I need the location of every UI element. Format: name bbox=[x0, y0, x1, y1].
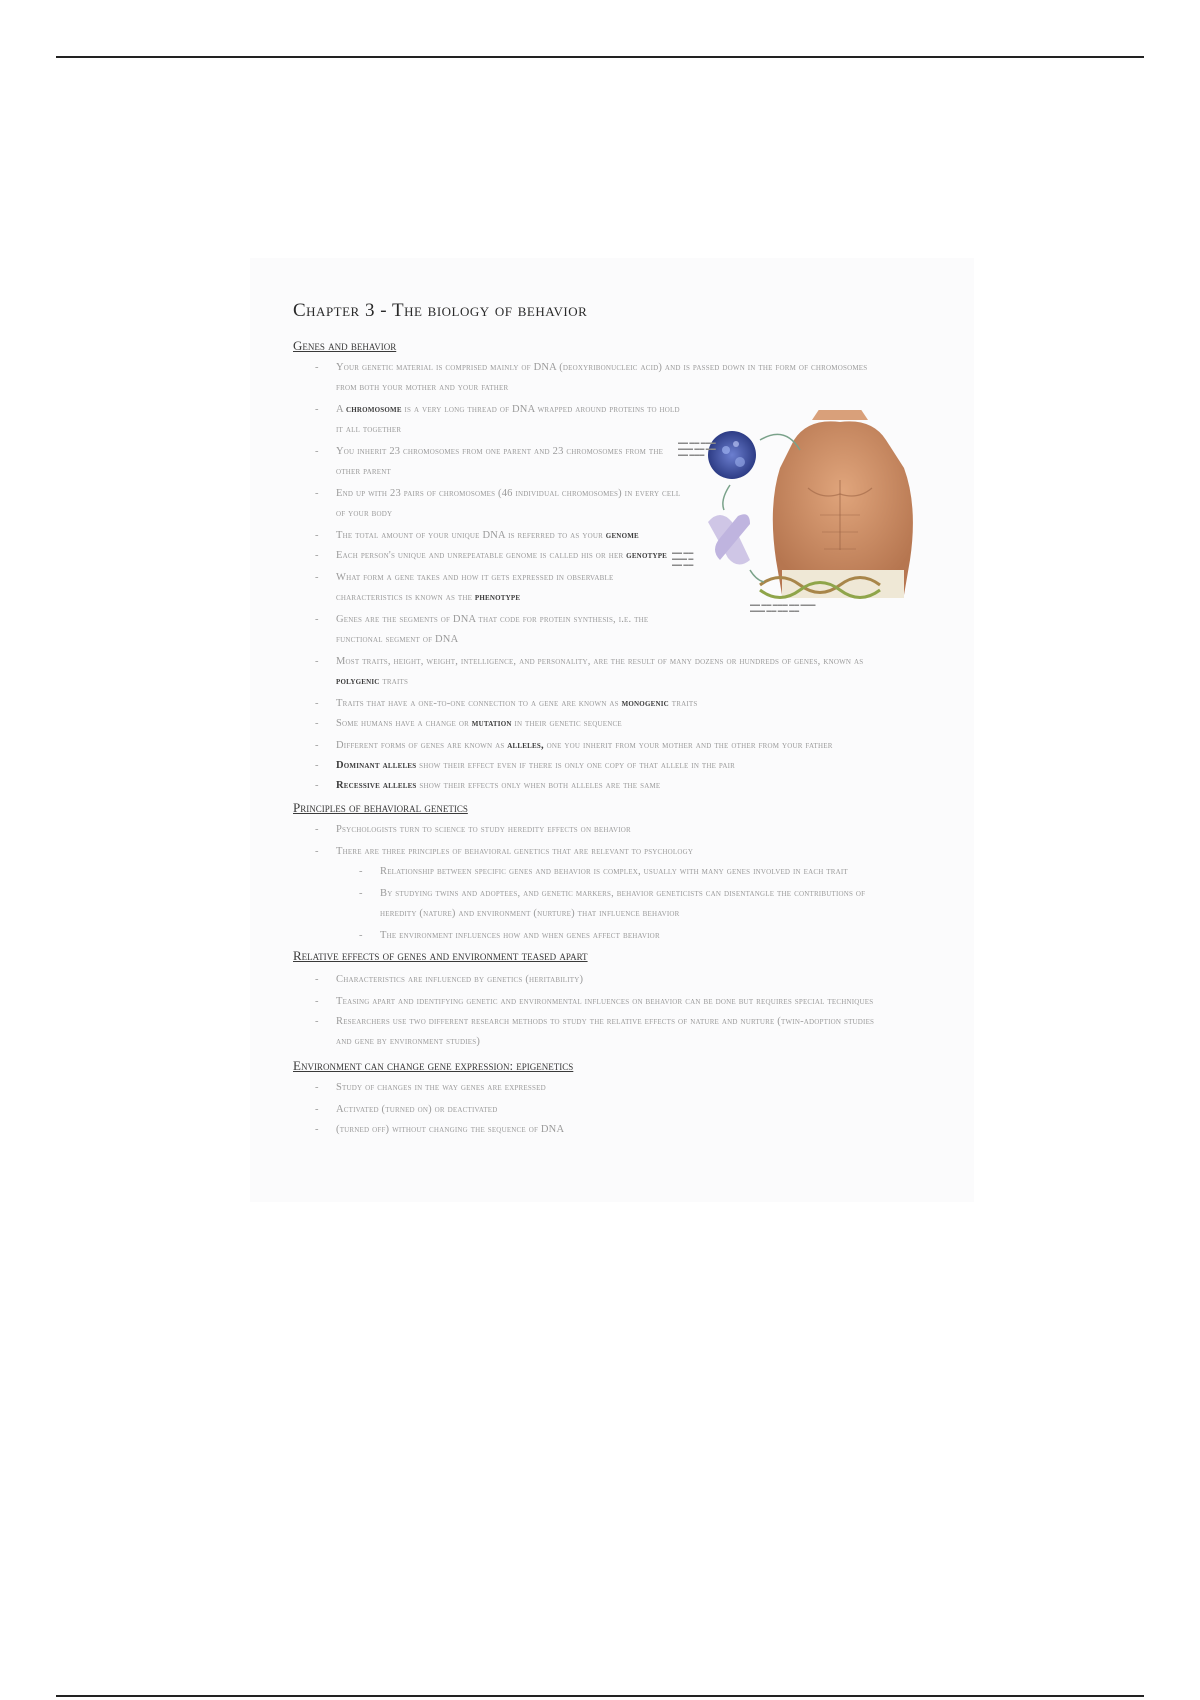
sub-list-item: - Relationship between specific genes and behavior is complex, usually with many genes involved in each trait bbox=[359, 866, 848, 877]
item-text: Study of changes in the way genes are expressed bbox=[336, 1082, 546, 1093]
item-text: Your genetic material is comprised mainly of DNA (deoxyribonucleic acid) and is passed down in the form of chromosomes from both your mother and your father bbox=[336, 362, 868, 393]
list-item: - Your genetic material is comprised mainly of DNA (deoxyribonucleic acid) and is passed down in the form of chromosomes from both your mother and your father bbox=[315, 362, 868, 393]
figure-caption-dna: ▬▬ ▬▬ ▬▬▬ ▬▬ ▬▬▬ ▬▬▬ ▬▬ ▬▬ ▬▬ bbox=[750, 602, 816, 614]
key-term: genome bbox=[605, 530, 639, 541]
item-text: End up with 23 pairs of chromosomes (46 individual chromosomes) in every cell of your body bbox=[336, 488, 681, 519]
item-text: What form a gene takes and how it gets expressed in observable characteristics is known as the phenotype bbox=[336, 572, 614, 603]
item-text: Most traits, height, weight, intelligence, and personality, are the result of many dozens or hundreds of genes, known as polygenic traits bbox=[336, 656, 864, 687]
item-text: Teasing apart and identifying genetic and environmental influences on behavior can be done but requires special techniques bbox=[336, 996, 874, 1007]
list-item: - End up with 23 pairs of chromosomes (46 individual chromosomes) in every cell of your body bbox=[315, 488, 681, 519]
key-term: alleles, bbox=[507, 740, 544, 751]
item-text: Activated (turned on) or deactivated bbox=[336, 1104, 498, 1115]
list-item: - What form a gene takes and how it gets expressed in observable characteristics is known as the phenotype bbox=[315, 572, 614, 603]
item-text: There are three principles of behavioral genetics that are relevant to psychology bbox=[336, 846, 694, 857]
section-heading: Relative effects of genes and environment teased apart bbox=[293, 948, 588, 963]
list-item: - Genes are the segments of DNA that code for protein synthesis, i.e. the functional segment of DNA bbox=[315, 614, 649, 645]
item-text: Psychologists turn to science to study heredity effects on behavior bbox=[336, 824, 631, 835]
item-text: You inherit 23 chromosomes from one parent and 23 chromosomes from the other parent bbox=[336, 446, 664, 477]
key-term: chromosome bbox=[346, 404, 402, 415]
list-item: - Traits that have a one-to-one connection to a gene are known as monogenic traits bbox=[315, 698, 698, 709]
item-text: Dominant alleles show their effect even if there is only one copy of that allele in the pair bbox=[336, 760, 736, 771]
item-text: Traits that have a one-to-one connection to a gene are known as monogenic traits bbox=[336, 698, 698, 709]
key-term: Recessive alleles bbox=[336, 780, 417, 791]
key-term: genotype bbox=[626, 550, 668, 561]
section-heading: Principles of behavioral genetics bbox=[293, 800, 468, 815]
key-term: monogenic bbox=[621, 698, 669, 709]
key-term: polygenic bbox=[336, 676, 380, 687]
list-item: - Dominant alleles show their effect even if there is only one copy of that allele in the pair bbox=[315, 760, 736, 771]
item-text: The total amount of your unique DNA is referred to as your genome bbox=[336, 530, 639, 541]
figure-caption-cell: ▬▬ ▬▬ ▬▬▬ ▬▬▬ ▬▬ ▬▬ ▬▬ ▬▬▬ bbox=[678, 440, 716, 458]
list-item: - Most traits, height, weight, intelligence, and personality, are the result of many dozens or hundreds of genes, known as polygenic traits bbox=[315, 656, 864, 687]
list-item: - Psychologists turn to science to study heredity effects on behavior bbox=[315, 824, 631, 835]
page-title: Chapter 3 - The biology of behavior bbox=[293, 300, 588, 321]
human-torso-dna-figure bbox=[672, 410, 935, 620]
list-item: - (turned off) without changing the sequence of DNA bbox=[315, 1124, 565, 1135]
list-item: - Study of changes in the way genes are expressed bbox=[315, 1082, 546, 1093]
list-item: - Characteristics are influenced by genetics (heritability) bbox=[315, 974, 584, 985]
list-item: - There are three principles of behavioral genetics that are relevant to psychology bbox=[315, 846, 694, 857]
item-text: (turned off) without changing the sequence of DNA bbox=[336, 1124, 565, 1135]
item-text: Characteristics are influenced by genetics (heritability) bbox=[336, 974, 584, 985]
list-item: - Researchers use two different research methods to study the relative effects of nature and nurture (twin-adoption studies and gene by environment studies) bbox=[315, 1016, 875, 1047]
item-text: Genes are the segments of DNA that code for protein synthesis, i.e. the functional segment of DNA bbox=[336, 614, 649, 645]
list-item: - Each person's unique and unrepeatable genome is called his or her genotype bbox=[315, 550, 668, 561]
item-text: The environment influences how and when genes affect behavior bbox=[380, 930, 660, 941]
item-text: Researchers use two different research methods to study the relative effects of nature and nurture (twin-adoption studies and gene by environment studies) bbox=[336, 1016, 875, 1047]
sub-list-item: - The environment influences how and when genes affect behavior bbox=[359, 930, 660, 941]
list-item: - Different forms of genes are known as alleles, one you inherit from your mother and the other from your father bbox=[315, 740, 833, 751]
top-rule bbox=[56, 56, 1144, 58]
list-item: - The total amount of your unique DNA is referred to as your genome bbox=[315, 530, 639, 541]
list-item: - Activated (turned on) or deactivated bbox=[315, 1104, 498, 1115]
list-item: - Some humans have a change or mutation in their genetic sequence bbox=[315, 718, 622, 729]
bottom-rule bbox=[56, 1695, 1144, 1697]
item-text: A chromosome is a very long thread of DNA wrapped around proteins to hold it all together bbox=[336, 404, 680, 435]
list-item: - Recessive alleles show their effects only when both alleles are the same bbox=[315, 780, 661, 791]
list-item: - Teasing apart and identifying genetic and environmental influences on behavior can be done but requires special techniques bbox=[315, 996, 874, 1007]
key-term: Dominant alleles bbox=[336, 760, 417, 771]
item-text: Recessive alleles show their effects only when both alleles are the same bbox=[336, 780, 661, 791]
key-term: mutation bbox=[471, 718, 512, 729]
list-item: - A chromosome is a very long thread of DNA wrapped around proteins to hold it all together bbox=[315, 404, 680, 435]
key-term: phenotype bbox=[474, 592, 521, 603]
figure-caption-chromosome: ▬▬ ▬▬ ▬▬▬ ▬ ▬▬ ▬▬ bbox=[672, 550, 694, 568]
item-text: Relationship between specific genes and behavior is complex, usually with many genes involved in each trait bbox=[380, 866, 848, 877]
section-heading: Environment can change gene expression: epigenetics bbox=[293, 1058, 574, 1073]
item-text: By studying twins and adoptees, and genetic markers, behavior geneticists can disentangle the contributions of heredity (nature) and environment (nurture) that influence behavior bbox=[380, 888, 866, 919]
item-text: Some humans have a change or mutation in their genetic sequence bbox=[336, 718, 622, 729]
item-text: Different forms of genes are known as alleles, one you inherit from your mother and the other from your father bbox=[336, 740, 833, 751]
section-heading: Genes and behavior bbox=[293, 338, 397, 353]
sub-list-item: - By studying twins and adoptees, and genetic markers, behavior geneticists can disentangle the contributions of heredity (nature) and environment (nurture) that influence behavior bbox=[359, 888, 866, 919]
item-text: Each person's unique and unrepeatable genome is called his or her genotype bbox=[336, 550, 668, 561]
list-item: - You inherit 23 chromosomes from one parent and 23 chromosomes from the other parent bbox=[315, 446, 664, 477]
